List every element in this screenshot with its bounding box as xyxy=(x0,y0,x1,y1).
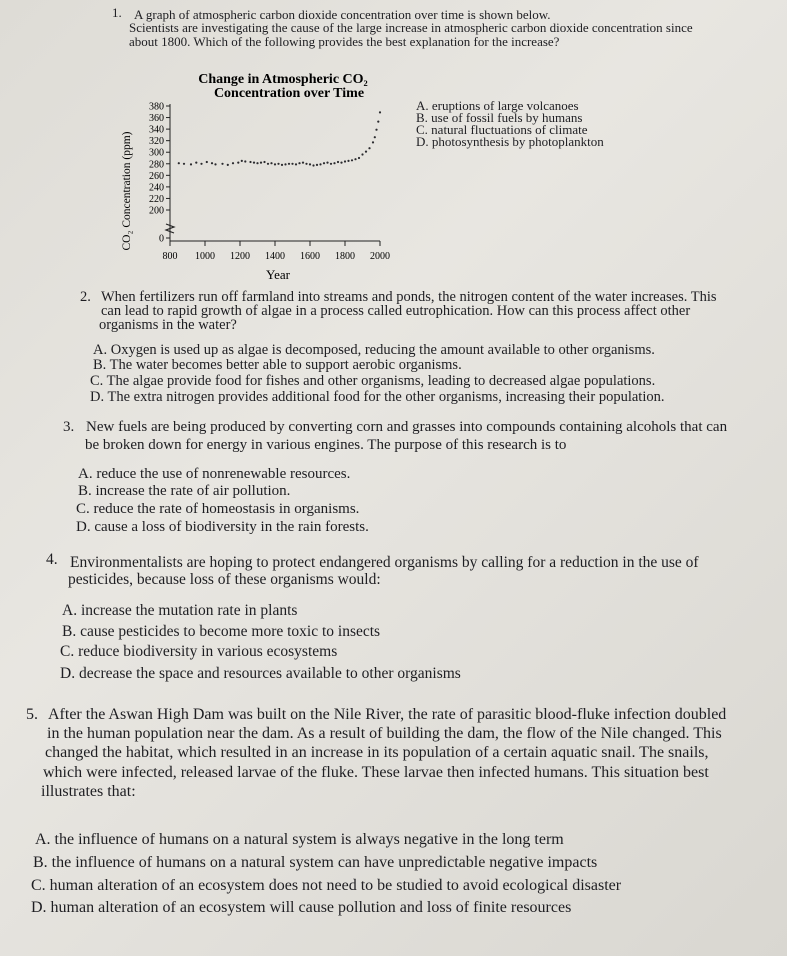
x-axis-label: Year xyxy=(266,267,290,282)
question-stem-line: New fuels are being produced by converting corn and grasses into compounds containing alcohols that can xyxy=(86,419,728,435)
question-stem-line: Environmentalists are hoping to protect endangered organisms by calling for a reduction in the use of xyxy=(70,554,699,571)
y-tick-label: 200 xyxy=(149,205,164,217)
data-point xyxy=(354,158,356,160)
question-stem-line: can lead to rapid growth of algae in a process called eutrophication. How can this process affect other xyxy=(101,303,691,319)
data-point xyxy=(298,162,300,164)
y-tick-label: 240 xyxy=(149,182,164,194)
data-point xyxy=(316,164,318,166)
y-axis-ticks xyxy=(149,102,170,245)
answer-options xyxy=(416,100,604,148)
data-point xyxy=(267,163,269,165)
data-point xyxy=(206,161,208,163)
data-point xyxy=(309,163,311,165)
option-a[interactable]: A. increase the mutation rate in plants xyxy=(62,602,298,619)
chart-title-line-1: Change in Atmospheric CO₂ xyxy=(198,72,368,87)
option-b[interactable]: B. cause pesticides to become more toxic to insects xyxy=(62,623,381,640)
data-point xyxy=(183,163,185,165)
x-axis-ticks xyxy=(163,241,391,262)
data-point xyxy=(288,163,290,165)
option-b[interactable]: B. use of fossil fuels by humans xyxy=(416,110,583,125)
data-point xyxy=(270,162,272,164)
data-point xyxy=(232,162,234,164)
option-c[interactable]: C. natural fluctuations of climate xyxy=(416,122,588,137)
data-point xyxy=(337,161,339,163)
y-axis-label: CO₂ Concentration (ppm) xyxy=(121,131,133,251)
data-point xyxy=(295,163,297,165)
question-number: 3. xyxy=(63,419,75,435)
data-point xyxy=(253,162,255,164)
data-point xyxy=(344,160,346,162)
chart-title-line-2: Concentration over Time xyxy=(213,86,365,101)
option-d[interactable]: D. photosynthesis by photoplankton xyxy=(416,134,604,149)
y-tick-label: 300 xyxy=(149,147,164,159)
data-point xyxy=(319,163,321,165)
y-tick-label: 0 xyxy=(159,233,164,245)
option-a[interactable]: A. reduce the use of nonrenewable resources. xyxy=(78,466,351,482)
question-number: 2. xyxy=(80,289,91,305)
y-tick-label: 380 xyxy=(149,101,164,113)
data-point xyxy=(214,163,216,165)
data-point xyxy=(277,163,279,165)
data-point xyxy=(312,164,314,166)
option-c[interactable]: C. reduce the rate of homeostasis in organisms. xyxy=(76,501,360,517)
data-point xyxy=(256,162,258,164)
option-a[interactable]: A. Oxygen is used up as algae is decomposed, reducing the amount available to other organisms. xyxy=(93,342,655,358)
question-stem-line: illustrates that: xyxy=(41,783,136,800)
question-stem-line: A graph of atmospheric carbon dioxide concentration over time is shown below. xyxy=(134,7,551,22)
data-point xyxy=(368,147,370,149)
data-point xyxy=(178,162,180,164)
question-stem-line: organisms in the water? xyxy=(99,317,237,333)
x-tick-label: 1400 xyxy=(265,251,285,262)
question-stem-line: in the human population near the dam. As a result of building the dam, the flow of the Nile changed. This xyxy=(47,725,722,742)
option-c[interactable]: C. The algae provide food for fishes and other organisms, leading to decreased algae populations. xyxy=(90,373,656,389)
data-point xyxy=(302,162,304,164)
option-b[interactable]: B. increase the rate of air pollution. xyxy=(78,483,291,499)
data-point xyxy=(358,157,360,159)
data-points xyxy=(178,111,381,166)
y-tick-label: 220 xyxy=(149,193,164,205)
question-stem-line: When fertilizers run off farmland into streams and ponds, the nitrogen content of the water increases. This xyxy=(101,289,717,305)
data-point xyxy=(361,153,363,155)
data-point xyxy=(305,163,307,165)
data-point xyxy=(221,163,223,165)
data-point xyxy=(347,160,349,162)
data-point xyxy=(241,160,243,162)
x-tick-label: 800 xyxy=(162,251,178,262)
data-point xyxy=(330,163,332,165)
question-stem-line: be broken down for energy in various engines. The purpose of this research is to xyxy=(85,437,567,453)
data-point xyxy=(249,161,251,163)
data-point xyxy=(379,111,381,113)
data-point xyxy=(274,163,276,165)
data-point xyxy=(227,164,229,166)
option-c[interactable]: C. reduce biodiversity in various ecosystems xyxy=(60,643,338,660)
data-point xyxy=(365,151,367,153)
data-point xyxy=(340,162,342,164)
axis-break-mark xyxy=(166,224,174,233)
y-tick-label: 260 xyxy=(149,170,164,182)
y-tick-label: 360 xyxy=(149,113,164,125)
option-a[interactable]: A. the influence of humans on a natural system is always negative in the long term xyxy=(35,831,564,848)
data-point xyxy=(200,163,202,165)
question-stem-line: about 1800. Which of the following provides the best explanation for the increase? xyxy=(129,34,560,49)
data-point xyxy=(372,141,374,143)
option-d[interactable]: D. cause a loss of biodiversity in the rain forests. xyxy=(76,519,369,535)
data-point xyxy=(195,162,197,164)
option-b[interactable]: B. The water becomes better able to support aerobic organisms. xyxy=(93,357,462,373)
question-stem-line: which were infected, released larvae of the fluke. These larvae then infected humans. This situation best xyxy=(43,764,709,781)
option-d[interactable]: D. human alteration of an ecosystem will cause pollution and loss of finite resources xyxy=(31,899,572,916)
question-number: 4. xyxy=(46,551,58,568)
x-tick-label: 1600 xyxy=(300,251,320,262)
data-point xyxy=(291,163,293,165)
data-point xyxy=(326,162,328,164)
data-point xyxy=(237,162,239,164)
option-d[interactable]: D. The extra nitrogen provides additional food for the other organisms, increasing their population. xyxy=(90,389,665,405)
co2-chart xyxy=(108,66,408,284)
x-tick-label: 1200 xyxy=(230,251,250,262)
y-tick-label: 320 xyxy=(149,136,164,148)
data-point xyxy=(260,162,262,164)
data-point xyxy=(244,160,246,162)
option-d[interactable]: D. decrease the space and resources available to other organisms xyxy=(60,665,461,682)
question-number: 1. xyxy=(112,5,122,20)
option-a[interactable]: A. eruptions of large volcanoes xyxy=(416,98,579,113)
question-stem-line: pesticides, because loss of these organisms would: xyxy=(68,571,381,588)
option-b[interactable]: B. the influence of humans on a natural system can have unpredictable negative impacts xyxy=(33,854,598,871)
question-stem-line: After the Aswan High Dam was built on the Nile River, the rate of parasitic blood-fluke infection doubled xyxy=(48,706,727,723)
x-tick-label: 1800 xyxy=(335,251,355,262)
data-point xyxy=(263,161,265,163)
data-point xyxy=(211,162,213,164)
option-c[interactable]: C. human alteration of an ecosystem does not need to be studied to avoid ecological disaster xyxy=(31,877,622,894)
data-point xyxy=(351,159,353,161)
x-tick-label: 2000 xyxy=(370,251,390,262)
question-stem-line: Scientists are investigating the cause of the large increase in atmospheric carbon dioxide concentration since xyxy=(129,20,693,35)
data-point xyxy=(323,162,325,164)
question-number: 5. xyxy=(26,706,38,723)
y-tick-label: 340 xyxy=(149,124,164,136)
x-tick-label: 1000 xyxy=(195,251,215,262)
data-point xyxy=(284,163,286,165)
data-point xyxy=(374,136,376,138)
data-point xyxy=(375,129,377,131)
data-point xyxy=(281,164,283,166)
y-tick-label: 280 xyxy=(149,159,164,171)
data-point xyxy=(377,121,379,123)
data-point xyxy=(190,163,192,165)
data-point xyxy=(333,162,335,164)
question-stem-line: changed the habitat, which resulted in an increase in its population of a certain aquatic snail. The snails, xyxy=(45,744,709,761)
